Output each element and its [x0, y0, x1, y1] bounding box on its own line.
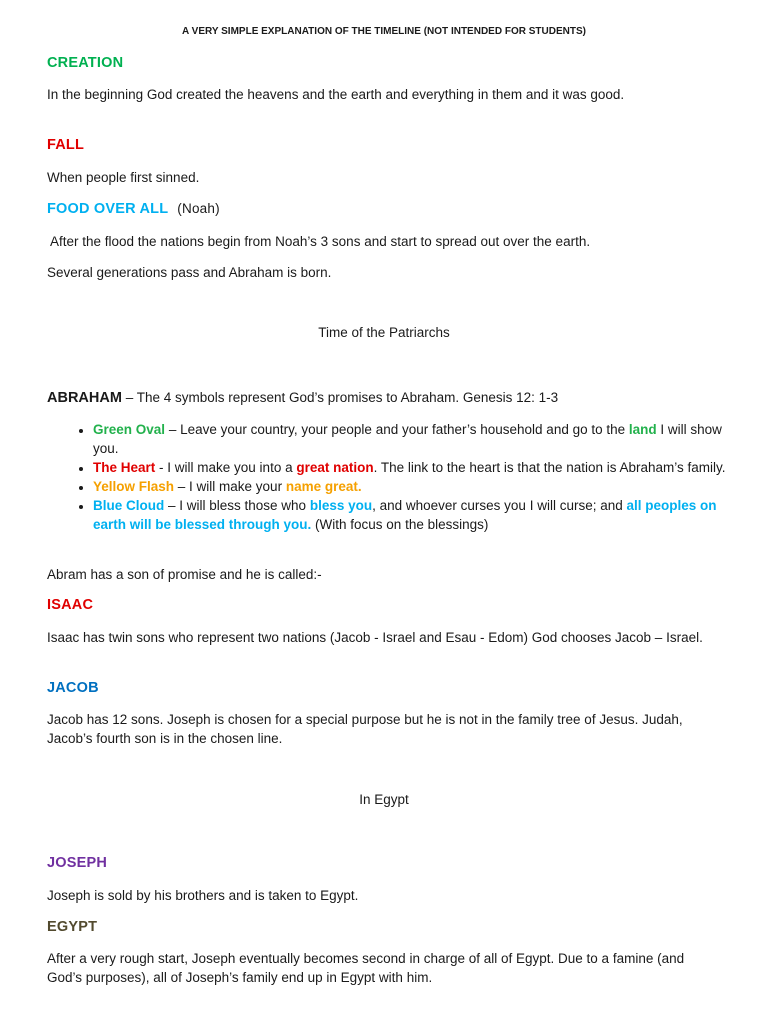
bullet-text: , and whoever curses you I will curse; and	[372, 498, 627, 513]
bullet-key-heart: The Heart	[93, 460, 156, 475]
bullet-highlight: great nation	[296, 460, 374, 475]
section-in-egypt: In Egypt	[359, 792, 409, 807]
paragraph-jacob: Jacob has 12 sons. Joseph is chosen for a special purpose but he is not in the family tree of Jesus. Judah, Jacob’s fourth son is in the chosen line.	[47, 712, 683, 746]
heading-creation: CREATION	[47, 55, 124, 71]
heading-fall: FALL	[47, 137, 85, 153]
promise-list	[47, 420, 728, 534]
heading-joseph: JOSEPH	[47, 855, 108, 871]
abraham-text: – The 4 symbols represent God’s promises to Abraham. Genesis 12: 1-3	[125, 390, 559, 405]
document-title: A VERY SIMPLE EXPLANATION OF THE TIMELINE (NOT INTENDED FOR STUDENTS)	[182, 26, 586, 37]
bullet-text: - I will make you into a	[155, 460, 297, 475]
bullet-text: – I will bless those who	[164, 498, 310, 513]
bullet-text: . The link to the heart is that the nation is Abraham’s family.	[373, 460, 726, 475]
heading-food-label: FOOD OVER ALL	[47, 201, 169, 217]
bullet-key-blue-cloud: Blue Cloud	[93, 498, 165, 513]
list-item	[93, 496, 728, 534]
bullet-text: – Leave your country, your people and your father’s household and go to the	[168, 422, 629, 437]
bullet-text: – I will make your	[174, 479, 286, 494]
abraham-line	[47, 388, 720, 408]
bullet-highlight: name great.	[285, 479, 362, 494]
heading-jacob: JACOB	[47, 680, 99, 696]
heading-isaac: ISAAC	[47, 597, 94, 613]
heading-food-over-all	[47, 201, 220, 217]
paragraph-fall: When people first sinned.	[47, 170, 200, 185]
bullet-text: I will show you.	[93, 422, 722, 456]
heading-egypt: EGYPT	[47, 919, 98, 935]
paragraph-egypt: After a very rough start, Joseph eventually becomes second in charge of all of Egypt. Due to a famine (and God’s purposes), all of Joseph’s family end up in Egypt with him.	[47, 951, 685, 985]
bullet-key-yellow-flash: Yellow Flash	[93, 479, 175, 494]
list-item	[93, 420, 728, 458]
paragraph-abram: Abram has a son of promise and he is called:-	[47, 567, 322, 582]
section-patriarchs: Time of the Patriarchs	[318, 325, 450, 340]
paragraph-food-1: After the flood the nations begin from Noah’s 3 sons and start to spread out over the earth.	[50, 234, 591, 249]
paragraph-joseph: Joseph is sold by his brothers and is taken to Egypt.	[47, 888, 359, 903]
bullet-key-green-oval: Green Oval	[93, 422, 166, 437]
paragraph-isaac: Isaac has twin sons who represent two nations (Jacob - Israel and Esau - Edom) God chooses Jacob – Israel.	[47, 630, 703, 645]
heading-food-note: (Noah)	[177, 201, 220, 216]
bullet-highlight: bless you	[309, 498, 373, 513]
paragraph-creation: In the beginning God created the heavens and the earth and everything in them and it was good.	[47, 87, 625, 102]
paragraph-food-2: Several generations pass and Abraham is born.	[47, 265, 332, 280]
list-item	[93, 458, 728, 477]
heading-abraham: ABRAHAM	[47, 390, 122, 406]
bullet-highlight: all peoples on earth will be blessed through you.	[93, 498, 717, 532]
bullet-highlight: land	[628, 422, 657, 437]
bullet-text: (With focus on the blessings)	[311, 517, 489, 532]
list-item	[93, 477, 728, 496]
